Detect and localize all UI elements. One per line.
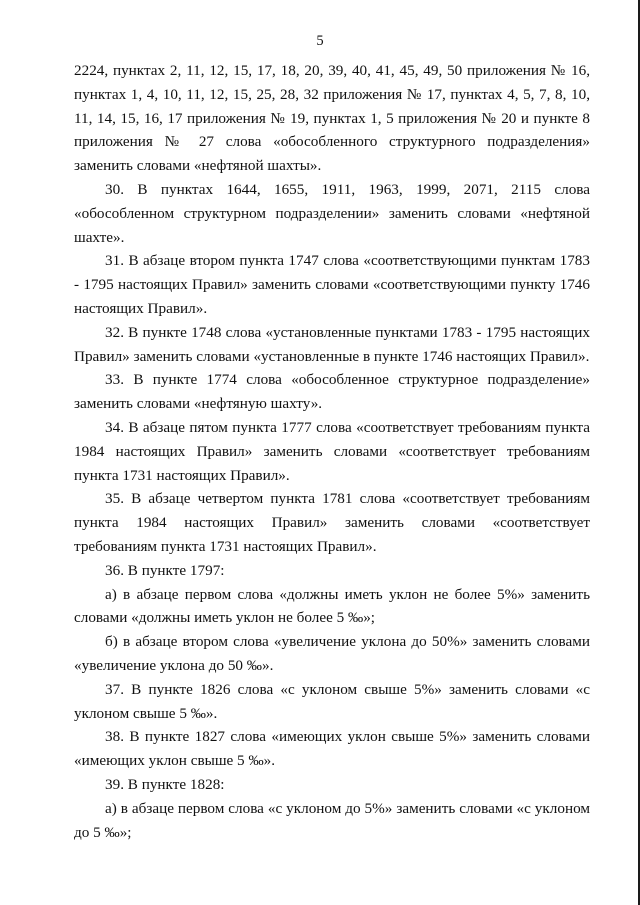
paragraph: 31. В абзаце втором пункта 1747 слова «соответствующими пунктам 1783 - 1795 настоящих Правил» заменить словами «соответствующими пункту 1746 настоящих Правил». [74,252,590,317]
paragraph: 30. В пунктах 1644, 1655, 1911, 1963, 1999, 2071, 2115 слова «обособленном структурном подразделении» заменить словами «нефтяной шахте». [74,180,590,246]
paragraph: 33. В пункте 1774 слова «обособленное структурное подразделение» заменить словами «нефтяную шахту». [74,371,590,413]
paragraph: 36. В пункте 1797: [105,561,225,579]
paragraph: б) в абзаце втором слова «увеличение уклона до 50%» заменить словами «увеличение уклона до 50 ‰». [74,633,590,674]
paragraph: 2224, пунктах 2, 11, 12, 15, 17, 18, 20, 39, 40, 41, 45, 49, 50 приложения № 16, пунктах 1, 4, 10, 11, 12, 15, 25, 28, 32 приложения № 17, пунктах 4, 5, 7, 8, 10, 11, 14, 15, 16, 17 приложения № 19, пунктах 1, 5 приложения № 20 и пункте 8 приложения № 27 слова «обособленного структурного подразделения» заменить словами «нефтяной шахты». [74,62,590,175]
paragraph: 35. В абзаце четвертом пункта 1781 слова «соответствует требованиям пункта 1984 настоящих Правил» заменить словами «соответствует требованиям пункта 1731 настоящих Правил». [74,490,590,555]
document-body [74,59,590,844]
paragraph: а) в абзаце первом слова «с уклоном до 5%» заменить словами «с уклоном до 5 ‰»; [74,799,590,841]
paragraph: 34. В абзаце пятом пункта 1777 слова «соответствует требованиям пункта 1984 настоящих Правил» заменить словами «соответствует требованиям пункта 1731 настоящих Правил». [74,418,590,484]
paragraph: 38. В пункте 1827 слова «имеющих уклон свыше 5%» заменить словами «имеющих уклон свыше 5 ‰». [74,728,590,770]
paragraph: 39. В пункте 1828: [105,775,225,793]
paragraph: а) в абзаце первом слова «должны иметь уклон не более 5%» заменить словами «должны иметь уклон не более 5 ‰»; [74,585,590,627]
paragraph: 37. В пункте 1826 слова «с уклоном свыше 5%» заменить словами «с уклоном свыше 5 ‰». [74,680,590,722]
page-number: 5 [316,33,324,49]
paragraph: 32. В пункте 1748 слова «установленные пунктами 1783 - 1795 настоящих Правил» заменить словами «установленные в пункте 1746 настоящих Правил». [74,323,590,365]
